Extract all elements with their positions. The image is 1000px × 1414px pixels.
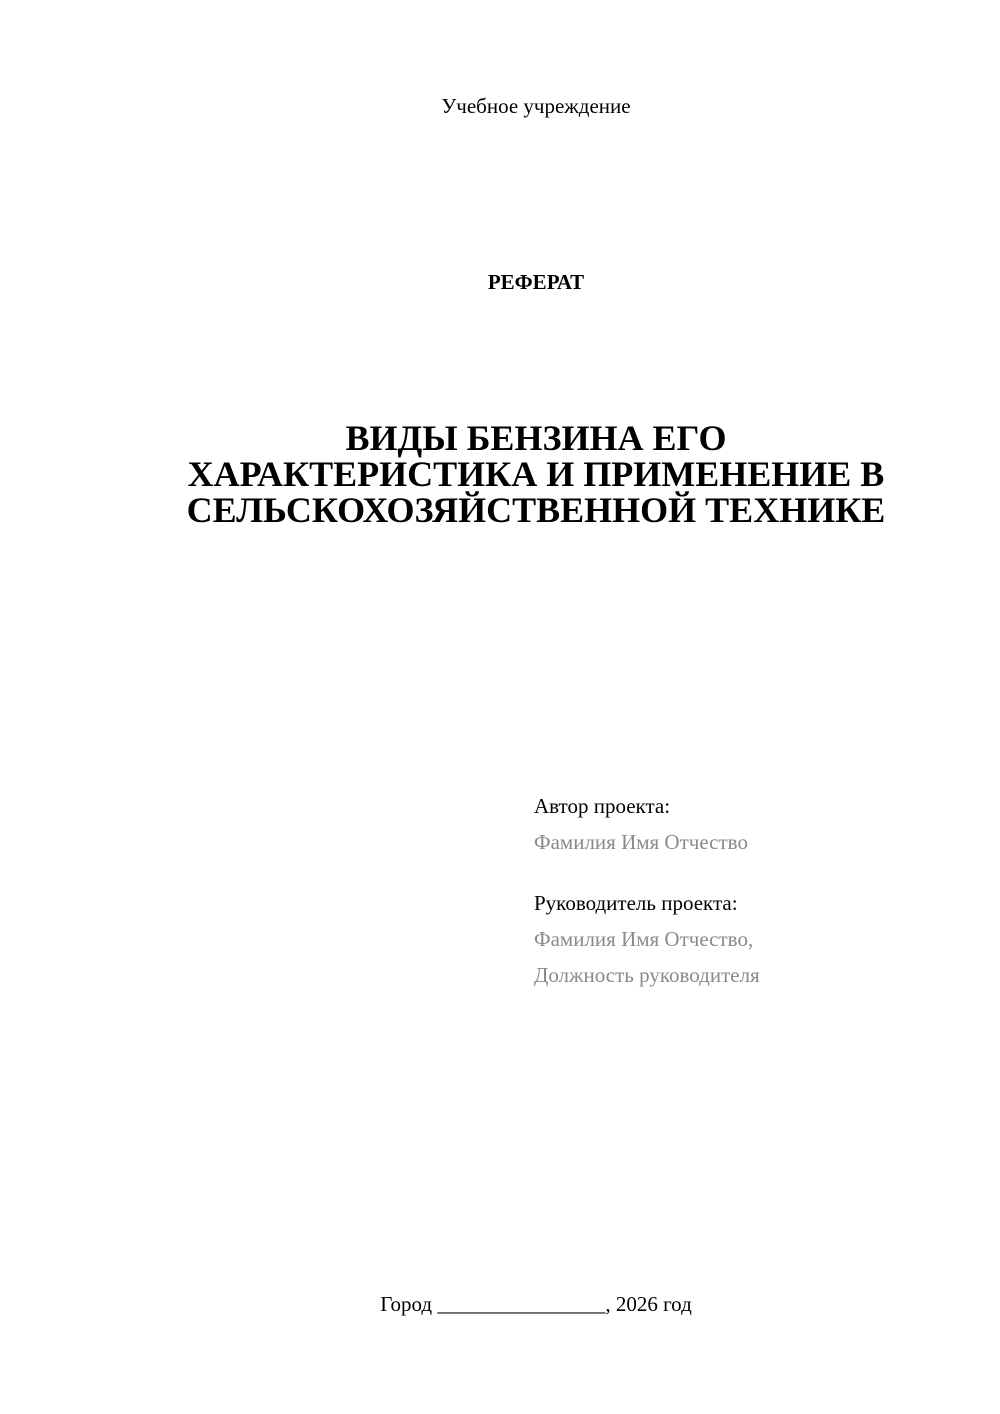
document-type: РЕФЕРАТ [487, 270, 585, 294]
supervisor-label: Руководитель проекта: [534, 891, 738, 915]
spacer [534, 860, 974, 885]
title-line: ВИДЫ БЕНЗИНА ЕГО [345, 418, 727, 458]
document-title [0, 420, 1000, 528]
title-line: ХАРАКТЕРИСТИКА И ПРИМЕНЕНИЕ В [187, 454, 885, 494]
institution-name: Учебное учреждение [441, 94, 631, 118]
author-name: Фамилия Имя Отчество [534, 830, 748, 854]
project-people-block [534, 788, 974, 993]
supervisor-position: Должность руководителя [534, 963, 760, 987]
supervisor-name: Фамилия Имя Отчество, [534, 927, 754, 951]
title-line: СЕЛЬСКОХОЗЯЙСТВЕННОЙ ТЕХНИКЕ [186, 490, 886, 530]
city-year-line: Город ________________, 2026 год [380, 1292, 692, 1316]
author-label: Автор проекта: [534, 794, 671, 818]
